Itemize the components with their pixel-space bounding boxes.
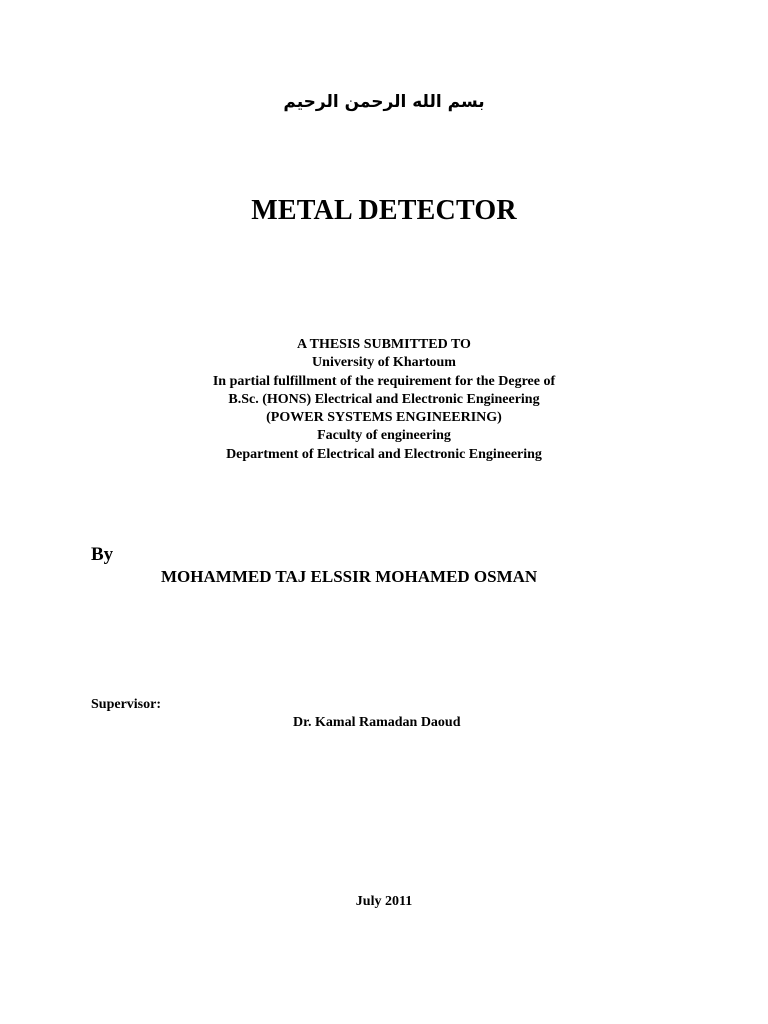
degree-line: B.Sc. (HONS) Electrical and Electronic Engineering xyxy=(228,391,540,407)
supervisor-label: Supervisor: xyxy=(91,697,161,712)
faculty-line: Faculty of engineering xyxy=(317,428,451,444)
basmala: بسم الله الرحمن الرحيم xyxy=(283,92,485,112)
author-name: MOHAMMED TAJ ELSSIR MOHAMED OSMAN xyxy=(161,567,538,586)
department-line: Department of Electrical and Electronic Engineering xyxy=(226,446,542,462)
supervisor-name: Dr. Kamal Ramadan Daoud xyxy=(293,715,461,730)
specialization-line: (POWER SYSTEMS ENGINEERING) xyxy=(266,410,502,426)
submission-date: July 2011 xyxy=(355,894,413,909)
university-line: University of Khartoum xyxy=(312,355,456,371)
by-label: By xyxy=(91,544,114,565)
submission-line: A THESIS SUBMITTED TO xyxy=(297,337,471,352)
fulfillment-line: In partial fulfillment of the requirement for the Degree of xyxy=(212,373,556,389)
submission-statement xyxy=(0,336,768,464)
thesis-title: METAL DETECTOR xyxy=(251,195,517,226)
